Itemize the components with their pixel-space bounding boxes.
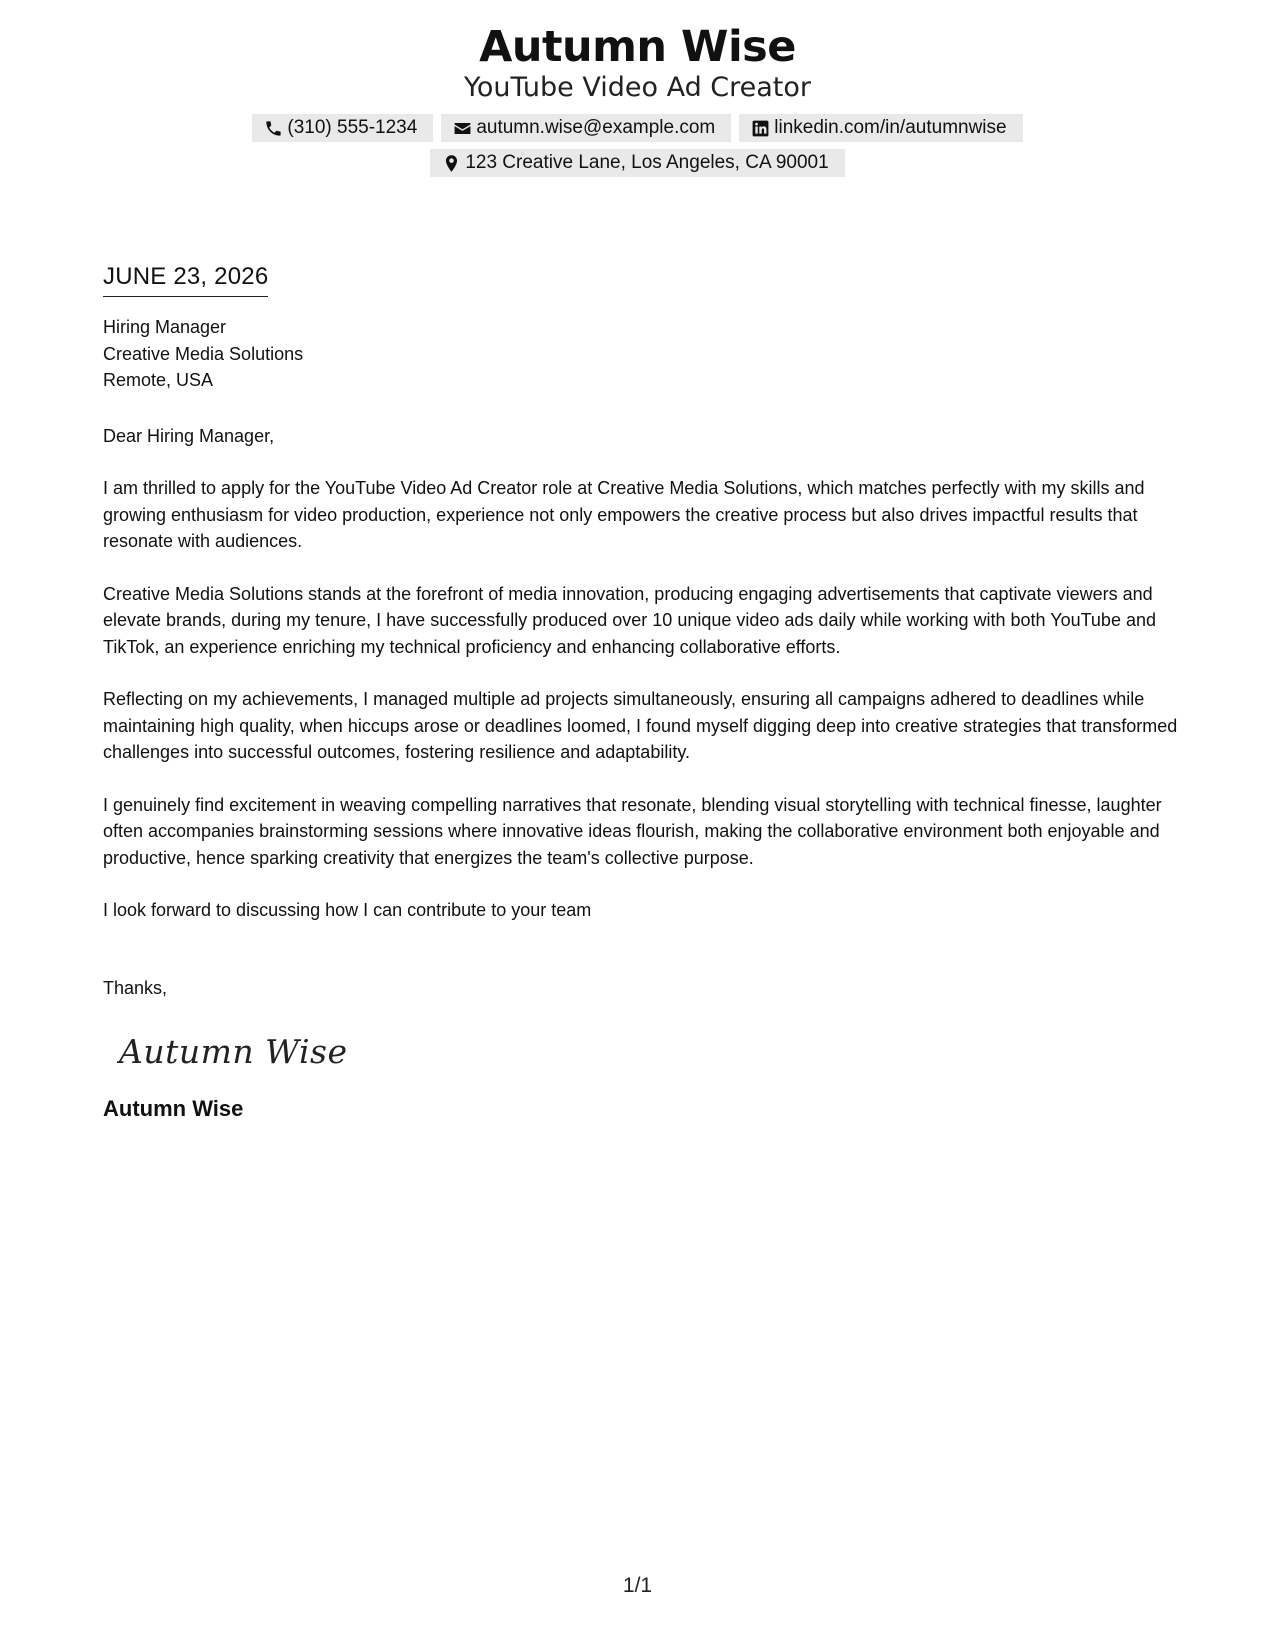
- phone-icon: [264, 118, 284, 138]
- body-paragraph: Creative Media Solutions stands at the forefront of media innovation, producing engaging advertisements that captivate viewers and elevate brands, during my tenure, I have successfully produced over 10 unique video ads daily while working with both YouTube and TikTok, an experience enriching my technical proficiency and enhancing collaborative efforts.: [103, 583, 1156, 657]
- recipient-block: [103, 314, 1178, 394]
- contact-email[interactable]: [441, 114, 731, 142]
- recipient-line: Creative Media Solutions: [103, 343, 304, 364]
- contact-address: [430, 149, 844, 177]
- linkedin-text: linkedin.com/in/autumnwise: [774, 117, 1007, 138]
- contact-row-secondary: [0, 149, 1275, 177]
- body-paragraph: I genuinely find excitement in weaving compelling narratives that resonate, blending visual storytelling with technical finesse, laughter often accompanies brainstorming sessions where innovative ideas flourish, making the collaborative environment both enjoyable and productive, hence sparking creativity that energizes the team's collective purpose.: [103, 794, 1162, 868]
- letter-date: JUNE 23, 2026: [103, 262, 268, 297]
- address-text: 123 Creative Lane, Los Angeles, CA 90001: [465, 152, 829, 173]
- email-text: autumn.wise@example.com: [476, 117, 716, 138]
- signer-name: Autumn Wise: [103, 1096, 244, 1121]
- closing-line: I look forward to discussing how I can contribute to your team: [103, 900, 592, 920]
- body-paragraph: Reflecting on my achievements, I managed multiple ad projects simultaneously, ensuring all campaigns adhered to deadlines while maintaining high quality, when hiccups arose or deadlines loomed, I found myself digging deep into creative strategies that transformed challenges into successful outcomes, fostering resilience and adaptability.: [103, 689, 1178, 762]
- contact-row-primary: [0, 114, 1275, 142]
- greeting: Dear Hiring Manager,: [103, 425, 275, 446]
- phone-text: (310) 555-1234: [287, 117, 418, 138]
- recipient-line: Remote, USA: [103, 370, 214, 390]
- contact-linkedin[interactable]: [739, 114, 1022, 142]
- letter-body: [103, 262, 1178, 1123]
- page-number: 1/1: [622, 1574, 653, 1597]
- body-paragraph: I am thrilled to apply for the YouTube Video Ad Creator role at Creative Media Solutions, which matches perfectly with my skills and growing enthusiasm for video production, experience not only empowers the creative process but also drives impactful results that resonate with audiences.: [103, 478, 1145, 551]
- contact-phone: [252, 114, 433, 142]
- applicant-name: Autumn Wise: [479, 22, 796, 72]
- signature-graphic: [117, 1025, 357, 1075]
- envelope-icon: [453, 118, 473, 138]
- recipient-line: Hiring Manager: [103, 317, 227, 337]
- job-title: YouTube Video Ad Creator: [463, 72, 812, 103]
- signature-text: Autumn Wise: [119, 1032, 348, 1071]
- signoff: Thanks,: [103, 977, 168, 998]
- handwritten-signature: [117, 1025, 357, 1075]
- linkedin-icon: [751, 118, 771, 138]
- letter-header: [0, 22, 1275, 177]
- map-pin-icon: [442, 153, 462, 173]
